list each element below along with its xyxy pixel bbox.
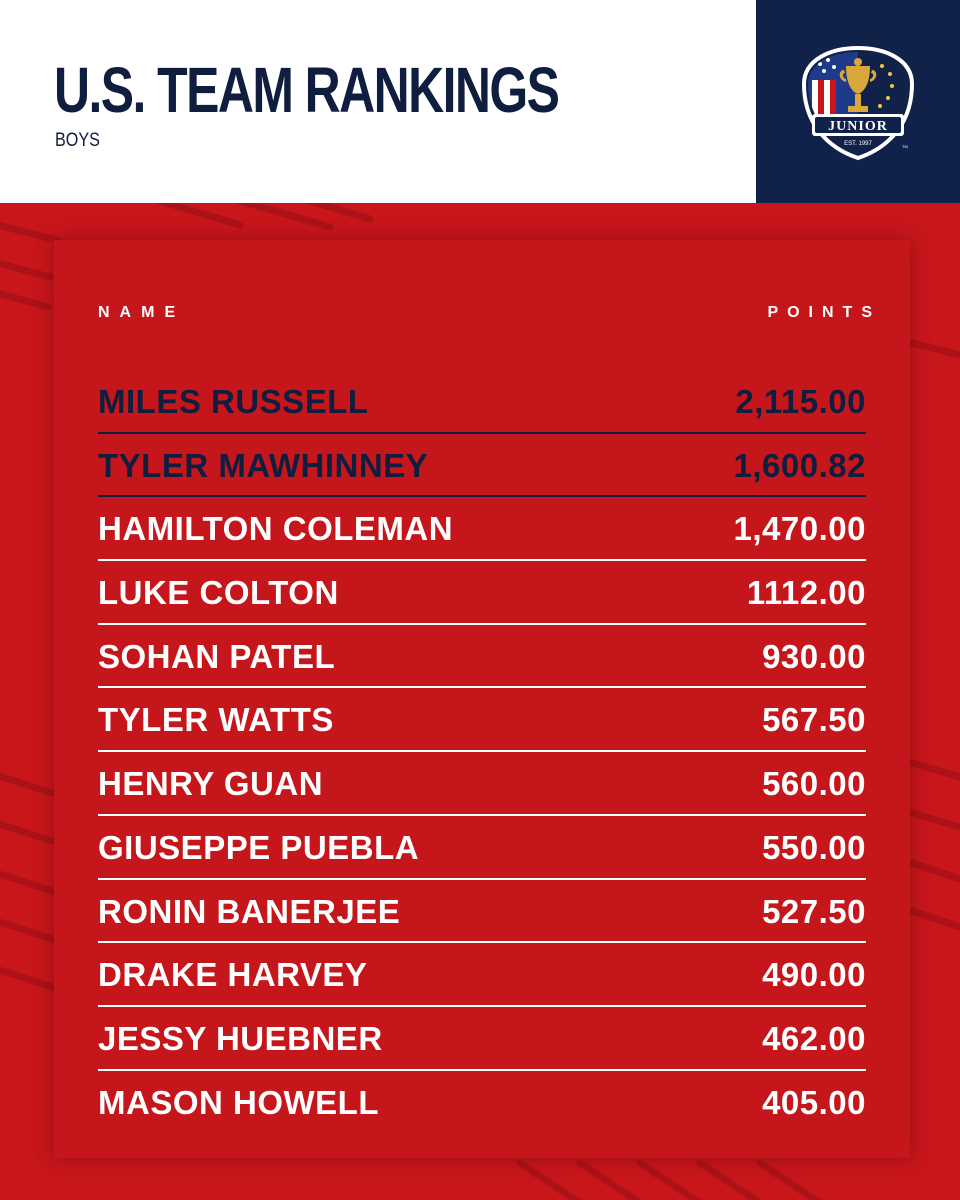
player-name: JESSY HUEBNER bbox=[98, 1019, 383, 1057]
ranking-row bbox=[98, 497, 866, 561]
header-panel bbox=[0, 0, 756, 203]
player-points: 1,600.82 bbox=[733, 446, 866, 484]
player-points: 550.00 bbox=[762, 828, 866, 866]
ranking-row bbox=[98, 943, 866, 1007]
player-name: GIUSEPPE PUEBLA bbox=[98, 828, 420, 866]
player-points: 560.00 bbox=[762, 765, 866, 803]
logo-wordmark: JUNIOR bbox=[828, 119, 888, 134]
page-title: U.S. TEAM RANKINGS bbox=[54, 54, 559, 126]
ranking-row bbox=[98, 625, 866, 689]
ranking-row bbox=[98, 752, 866, 816]
logo-tm: TM bbox=[902, 144, 908, 149]
logo-est: EST. 1997 bbox=[844, 141, 872, 147]
player-points: 462.00 bbox=[762, 1019, 866, 1057]
player-name: HENRY GUAN bbox=[98, 765, 324, 803]
player-points: 930.00 bbox=[762, 637, 866, 675]
player-name: LUKE COLTON bbox=[98, 574, 339, 612]
player-points: 567.50 bbox=[762, 701, 866, 739]
player-points: 490.00 bbox=[762, 956, 866, 994]
player-name: MASON HOWELL bbox=[98, 1083, 379, 1121]
ranking-row bbox=[98, 816, 866, 880]
rankings-list bbox=[98, 370, 866, 1134]
player-name: RONIN BANERJEE bbox=[98, 892, 401, 930]
player-points: 527.50 bbox=[762, 892, 866, 930]
column-header-points: POINTS bbox=[767, 304, 881, 321]
player-name: DRAKE HARVEY bbox=[98, 956, 368, 994]
ranking-row bbox=[98, 688, 866, 752]
ranking-row bbox=[98, 561, 866, 625]
ranking-row bbox=[98, 1071, 866, 1135]
ranking-row bbox=[98, 370, 866, 434]
player-name: TYLER WATTS bbox=[98, 701, 334, 739]
player-points: 2,115.00 bbox=[735, 383, 866, 420]
player-points: 405.00 bbox=[762, 1083, 866, 1121]
junior-ryder-cup-logo bbox=[798, 44, 918, 162]
ranking-row bbox=[98, 880, 866, 944]
ranking-row bbox=[98, 1007, 866, 1071]
page-subtitle: BOYS bbox=[55, 130, 100, 151]
player-name: HAMILTON COLEMAN bbox=[98, 510, 454, 548]
player-points: 1112.00 bbox=[746, 574, 866, 612]
player-name: MILES RUSSELL bbox=[98, 383, 369, 420]
player-name: SOHAN PATEL bbox=[98, 637, 336, 675]
logo-panel bbox=[756, 0, 960, 203]
player-name: TYLER MAWHINNEY bbox=[98, 446, 429, 484]
ranking-row bbox=[98, 434, 866, 498]
player-points: 1,470.00 bbox=[733, 510, 866, 548]
column-header-name: NAME bbox=[98, 304, 186, 321]
